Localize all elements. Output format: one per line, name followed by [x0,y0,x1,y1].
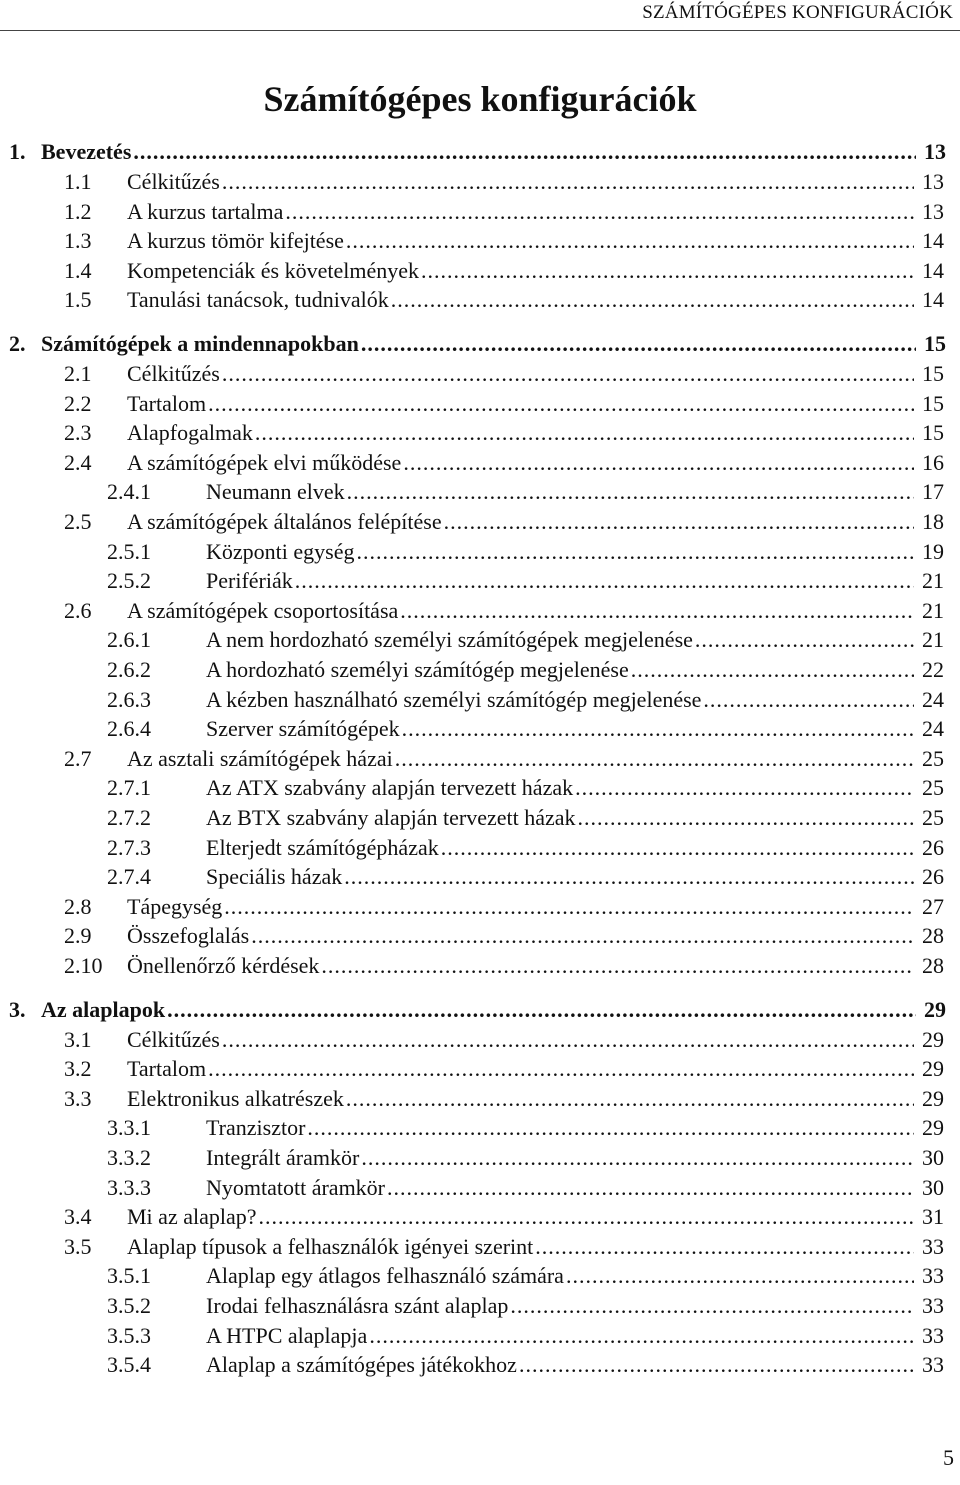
toc-entry-number: 2.6.3 [107,686,151,712]
toc-dot-leader [255,419,914,447]
toc-entry-title: Elektronikus alkatrészek [127,1085,344,1111]
toc-entry[interactable] [0,449,960,477]
toc-entry-title: Integrált áramkör [206,1145,360,1170]
toc-dot-leader [346,1085,914,1113]
toc-entry-number: 1.3 [64,228,92,254]
toc-entry-number: 2.6.4 [107,716,151,742]
toc-entry-number: 2.7.4 [107,864,151,890]
toc-entry-page: 31 [922,1204,944,1230]
toc-dot-leader [703,686,914,714]
toc-entry-title: Elterjedt számítógépházak [206,834,439,860]
toc-entry-title: Tranzisztor [206,1115,306,1141]
toc-entry-page: 13 [922,198,944,224]
toc-entry-number: 1.1 [64,169,92,194]
toc-entry-title: Alaplap típusok a felhasználók igényei szerint [127,1233,534,1259]
toc-entry-page: 29 [922,1056,944,1082]
toc-entry[interactable] [0,686,960,714]
toc-dot-leader [441,834,914,862]
toc-entry-page: 29 [922,1026,944,1052]
toc-dot-leader [133,138,916,166]
toc-entry-number: 3.5.2 [107,1293,151,1318]
toc-entry[interactable] [0,834,960,862]
toc-entry-page: 13 [924,139,946,164]
toc-dot-leader [575,774,914,802]
toc-entry-title: A nem hordozható személyi számítógépek megjelenése [206,627,693,653]
toc-entry-number: 2.6.1 [107,627,151,653]
toc-entry-number: 3.2 [64,1056,92,1082]
toc-entry[interactable] [0,626,960,654]
toc-entry-title: Tartalom [127,1056,207,1082]
toc-entry[interactable] [0,330,960,358]
toc-entry[interactable] [0,804,960,832]
toc-entry-page: 24 [922,716,944,742]
toc-entry-page: 29 [922,1115,944,1141]
toc-entry-number: 2.2 [64,390,92,416]
toc-entry[interactable] [0,1174,960,1202]
toc-entry-title: A hordozható személyi számítógép megjelenése [206,657,629,682]
toc-dot-leader [347,478,914,506]
toc-dot-leader [519,1351,914,1379]
toc-entry-number: 2.7 [64,745,92,771]
toc-entry-page: 21 [922,568,944,594]
toc-dot-leader [222,360,914,388]
toc-entry[interactable] [0,1233,960,1261]
toc-entry[interactable] [0,286,960,314]
toc-entry-title: Speciális házak [206,864,343,890]
toc-entry-page: 30 [922,1174,944,1200]
toc-entry-page: 15 [922,361,944,386]
toc-entry[interactable] [0,745,960,773]
toc-entry-page: 13 [922,169,944,194]
toc-entry-title: Nyomtatott áramkör [206,1174,386,1200]
toc-entry-title: Alaplap a számítógépes játékokhoz [206,1352,517,1378]
toc-entry-page: 24 [922,686,944,712]
toc-dot-leader [307,1114,914,1142]
toc-dot-leader [167,996,916,1024]
toc-dot-leader [400,597,914,625]
toc-entry[interactable] [0,952,960,980]
toc-entry-number: 2.10 [64,953,103,978]
toc-entry-number: 2.8 [64,893,92,919]
toc-entry[interactable] [0,1351,960,1379]
toc-entry[interactable] [0,774,960,802]
toc-entry-number: 2.5 [64,509,92,534]
toc-dot-leader [369,1322,914,1350]
toc-entry-page: 33 [922,1263,944,1289]
toc-entry-number: 2.1 [64,361,92,386]
toc-entry-title: Célkitűzés [127,169,220,194]
toc-entry-page: 18 [922,509,944,534]
toc-entry-number: 2. [9,331,26,356]
toc-entry-number: 2.3 [64,420,92,446]
toc-entry-title: Tartalom [127,390,207,416]
toc-entry-number: 2.7.1 [107,775,151,801]
toc-entry-number: 3.5.1 [107,1263,151,1289]
toc-entry[interactable] [0,478,960,506]
toc-entry-number: 2.6 [64,597,92,623]
toc-dot-leader [387,1174,914,1202]
toc-dot-leader [285,198,914,226]
toc-entry[interactable] [0,419,960,447]
toc-entry-number: 2.4.1 [107,479,151,505]
toc-entry-page: 15 [922,390,944,416]
toc-entry-page: 27 [922,893,944,919]
toc-dot-leader [222,168,914,196]
toc-dot-leader [361,330,916,358]
toc-entry-title: Az alaplapok [41,996,166,1022]
toc-entry-number: 3.5.3 [107,1322,151,1348]
toc-dot-leader [695,626,914,654]
toc-entry[interactable] [0,996,960,1024]
toc-entry-page: 28 [922,923,944,949]
toc-entry-page: 16 [922,449,944,475]
toc-entry[interactable] [0,715,960,743]
toc-entry-number: 3.3.1 [107,1115,151,1141]
toc-entry-number: 3.5 [64,1233,92,1259]
toc-entry[interactable] [0,1262,960,1290]
toc-entry-page: 14 [922,287,944,313]
toc-dot-leader [402,715,914,743]
toc-entry-number: 2.4 [64,449,92,475]
toc-entry-number: 1.4 [64,257,92,283]
toc-entry-number: 3.5.4 [107,1352,151,1378]
toc-dot-leader [222,1026,914,1054]
toc-entry-title: Perifériák [206,568,293,594]
toc-entry-title: A kézben használható személyi számítógép megjelenése [206,686,702,712]
toc-entry-page: 14 [922,257,944,283]
toc-entry[interactable] [0,1292,960,1320]
toc-entry[interactable] [0,597,960,625]
toc-entry-number: 1.2 [64,198,92,224]
toc-entry-title: Az asztali számítógépek házai [127,745,393,771]
toc-entry-title: A számítógépek elvi működése [127,449,402,475]
toc-entry-title: A kurzus tömör kifejtése [127,228,344,254]
toc-dot-leader [403,449,914,477]
toc-entry-page: 25 [922,745,944,771]
toc-dot-leader [224,893,914,921]
toc-entry[interactable] [0,227,960,255]
toc-dot-leader [361,1144,914,1172]
toc-entry-title: Tanulási tanácsok, tudnivalók [127,287,389,313]
toc-entry[interactable] [0,1203,960,1231]
toc-dot-leader [344,863,914,891]
toc-entry[interactable] [0,1114,960,1142]
toc-entry-page: 28 [922,953,944,978]
toc-entry-number: 2.7.2 [107,805,151,830]
toc-entry-page: 15 [922,420,944,446]
page-number: 5 [943,1445,954,1470]
toc-entry-page: 29 [924,996,946,1022]
toc-entry[interactable] [0,567,960,595]
toc-entry[interactable] [0,1055,960,1083]
toc-entry-title: Irodai felhasználásra szánt alaplap [206,1293,509,1318]
toc-entry[interactable] [0,893,960,921]
toc-entry-title: Összefoglalás [127,923,250,949]
toc-entry-title: Az ATX szabvány alapján tervezett házak [206,775,574,801]
toc-entry-page: 26 [922,834,944,860]
toc-entry-title: Célkitűzés [127,1026,220,1052]
toc-entry-title: A számítógépek általános felépítése [127,509,442,534]
toc-entry-page: 14 [922,228,944,254]
toc-entry-title: Alapfogalmak [127,420,253,446]
toc-entry[interactable] [0,1144,960,1172]
toc-entry-page: 21 [922,627,944,653]
toc-dot-leader [631,656,914,684]
toc-entry-title: A kurzus tartalma [127,198,284,224]
toc-entry-title: Önellenőrző kérdések [127,953,320,978]
toc-entry-title: Mi az alaplap? [127,1204,257,1230]
toc-entry-number: 3.3.2 [107,1145,151,1170]
toc-entry-title: Célkitűzés [127,361,220,386]
toc-entry-page: 15 [924,331,946,356]
toc-entry-page: 17 [922,479,944,505]
toc-dot-leader [295,567,914,595]
toc-entry-page: 33 [922,1293,944,1318]
toc-entry-number: 2.5.2 [107,568,151,594]
toc-entry-title: Bevezetés [41,139,132,164]
toc-entry-number: 2.9 [64,923,92,949]
toc-dot-leader [346,227,914,255]
toc-entry[interactable] [0,198,960,226]
toc-dot-leader [510,1292,914,1320]
toc-entry[interactable] [0,390,960,418]
toc-dot-leader [566,1262,914,1290]
toc-entry[interactable] [0,1026,960,1054]
toc-entry[interactable] [0,138,960,166]
toc-entry-page: 19 [922,538,944,564]
toc-entry-title: A számítógépek csoportosítása [127,597,399,623]
toc-entry-title: Számítógépek a mindennapokban [41,331,359,356]
toc-dot-leader [356,538,914,566]
toc-dot-leader [321,952,914,980]
toc-entry[interactable] [0,1322,960,1350]
toc-entry-number: 1. [9,139,26,164]
toc-entry-title: Tápegység [127,893,223,919]
toc-entry-title: Az BTX szabvány alapján tervezett házak [206,805,576,830]
toc-entry-title: Kompetenciák és követelmények [127,257,420,283]
toc-dot-leader [259,1203,915,1231]
toc-dot-leader [251,922,914,950]
toc-entry-number: 3.3 [64,1085,92,1111]
toc-entry-page: 33 [922,1233,944,1259]
toc-entry-page: 33 [922,1322,944,1348]
toc-entry-page: 26 [922,864,944,890]
toc-entry-page: 33 [922,1352,944,1378]
toc-entry[interactable] [0,508,960,536]
toc-entry-title: Alaplap egy átlagos felhasználó számára [206,1263,564,1289]
toc-entry[interactable] [0,168,960,196]
toc-dot-leader [208,1055,914,1083]
toc-entry-title: Neumann elvek [206,479,345,505]
toc-entry-page: 29 [922,1085,944,1111]
toc-entry-title: A HTPC alaplapja [206,1322,368,1348]
toc-entry[interactable] [0,360,960,388]
toc-entry-page: 21 [922,597,944,623]
toc-entry-number: 3.3.3 [107,1174,151,1200]
toc-entry-page: 22 [922,657,944,682]
toc-dot-leader [444,508,914,536]
toc-dot-leader [535,1233,914,1261]
document-title: Számítógépes konfigurációk [263,79,697,119]
toc-entry[interactable] [0,656,960,684]
toc-entry[interactable] [0,1085,960,1113]
toc-dot-leader [208,390,914,418]
toc-entry-number: 3.1 [64,1026,92,1052]
toc-entry-number: 3. [9,996,26,1022]
toc-entry-page: 25 [922,775,944,801]
toc-entry-title: Központi egység [206,538,355,564]
running-header: SZÁMÍTÓGÉPES KONFIGURÁCIÓK [642,2,953,23]
toc-entry[interactable] [0,863,960,891]
toc-entry-number: 1.5 [64,287,92,313]
toc-entry[interactable] [0,257,960,285]
toc-dot-leader [421,257,914,285]
toc-dot-leader [395,745,914,773]
toc-entry-page: 30 [922,1145,944,1170]
toc-entry-title: Szerver számítógépek [206,716,400,742]
toc-entry-number: 3.4 [64,1204,92,1230]
toc-entry-number: 2.5.1 [107,538,151,564]
toc-dot-leader [391,286,914,314]
toc-entry[interactable] [0,538,960,566]
toc-entry-number: 2.6.2 [107,657,151,682]
toc-entry-number: 2.7.3 [107,834,151,860]
toc-dot-leader [578,804,914,832]
toc-entry[interactable] [0,922,960,950]
toc-entry-page: 25 [922,805,944,830]
